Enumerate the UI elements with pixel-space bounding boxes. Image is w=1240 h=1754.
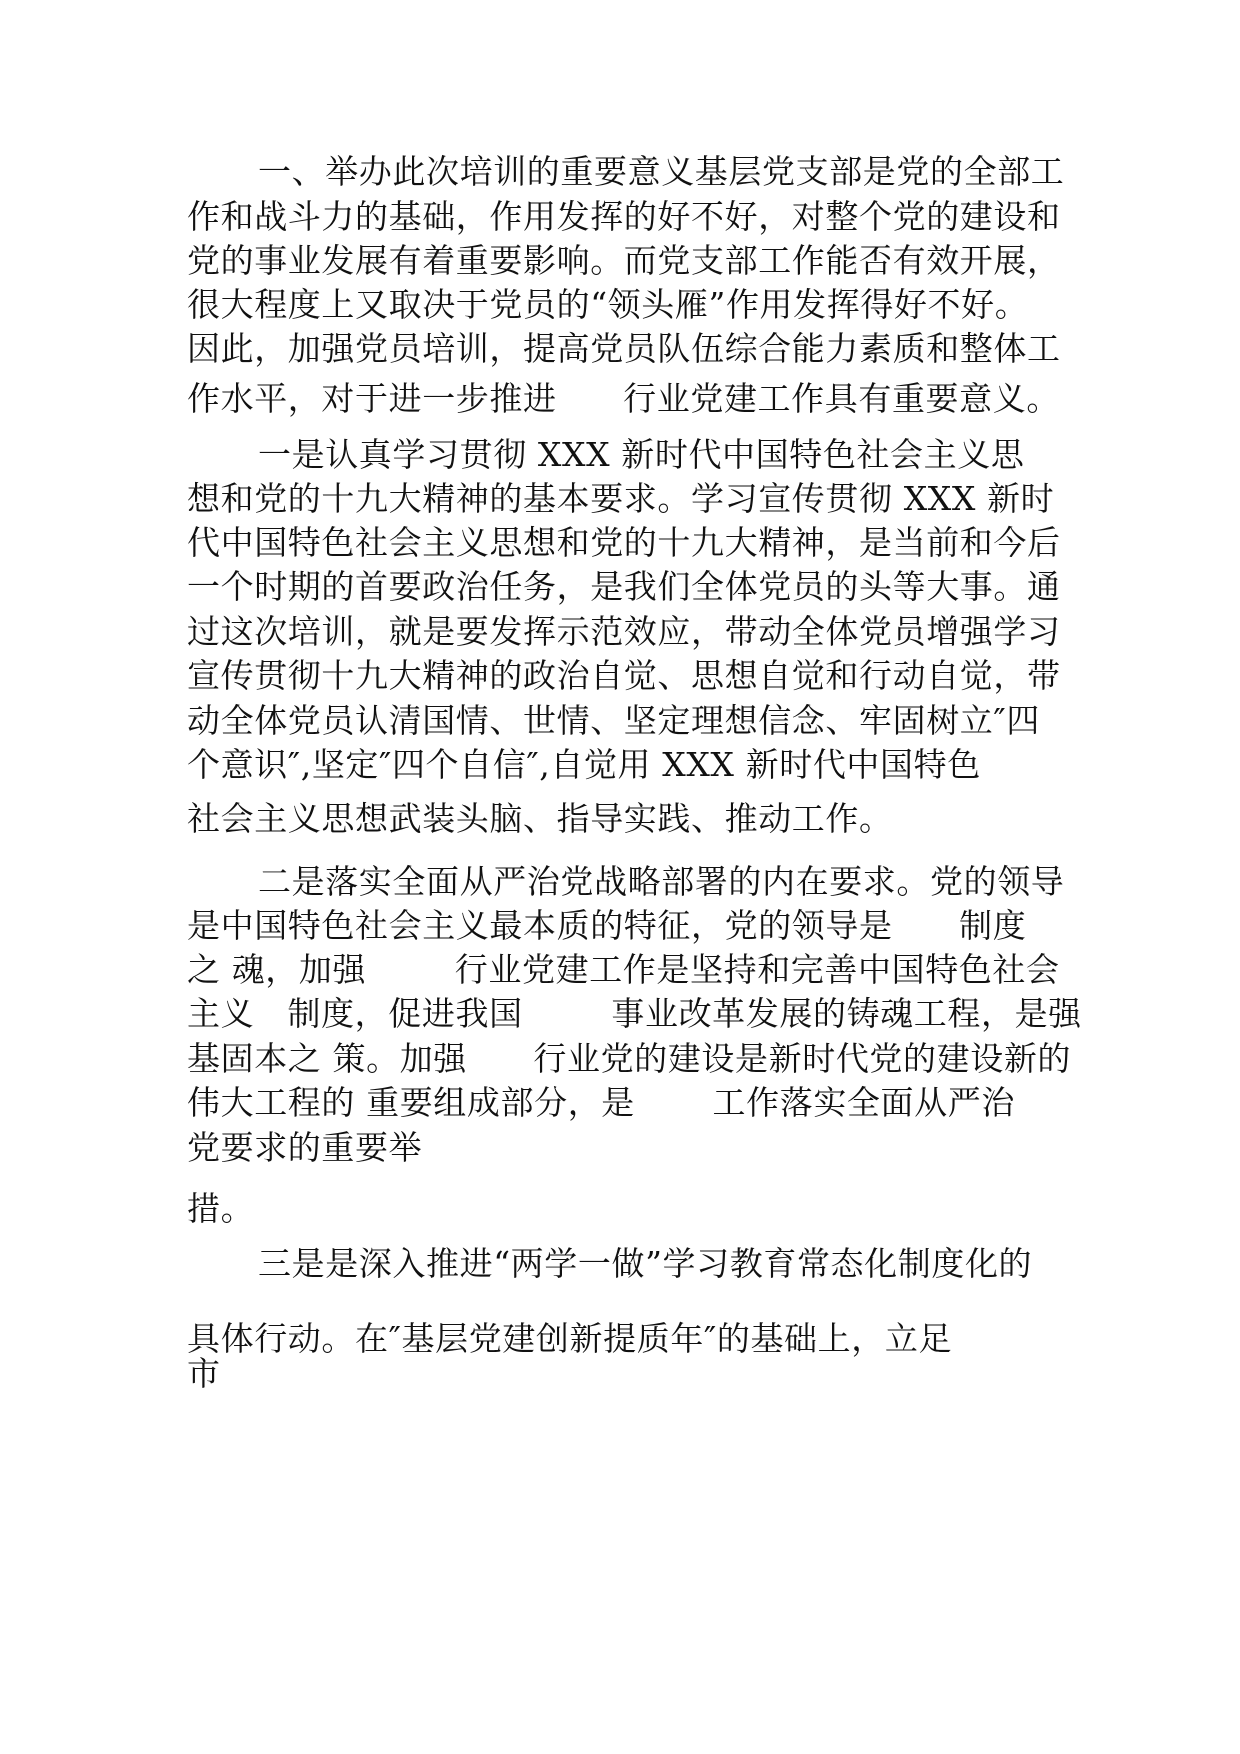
text-line-23: 措。 — [187, 1189, 255, 1228]
text-line-18: 之 魂，加强 行业党建工作是坚持和完善中国特色社会 — [187, 950, 1060, 989]
text-line-1: 一、举办此次培训的重要意义基层党支部是党的全部工 — [258, 152, 1065, 191]
text-line-25: 具体行动。在″基层党建创新提质年″的基础上，立足 — [187, 1319, 953, 1358]
text-line-21: 伟大工程的 重要组成部分，是 工作落实全面从严治 — [187, 1083, 1015, 1122]
text-line-3: 党的事业发展有着重要影响。而党支部工作能否有效开展， — [187, 241, 1061, 280]
text-line-14: 个意识″,坚定″四个自信″,自觉用 XXX 新时代中国特色 — [187, 745, 981, 784]
text-line-4: 很大程度上又取决于党员的“领头雁”作用发挥得好不好。 — [187, 285, 1029, 324]
text-line-11: 过这次培训，就是要发挥示范效应，带动全体党员增强学习 — [187, 612, 1061, 651]
text-line-17: 是中国特色社会主义最本质的特征，党的领导是 制度 — [187, 906, 1027, 945]
text-line-7: 一是认真学习贯彻 XXX 新时代中国特色社会主义思 — [258, 435, 1025, 474]
text-line-19: 主义 制度，促进我国 事业改革发展的铸魂工程，是强 — [187, 994, 1082, 1033]
text-line-12: 宣传贯彻十九大精神的政治自觉、思想自觉和行动自觉，带 — [187, 656, 1061, 695]
text-line-20: 基固本之 策。加强 行业党的建设是新时代党的建设新的 — [187, 1039, 1072, 1078]
text-line-9: 代中国特色社会主义思想和党的十九大精神，是当前和今后 — [187, 523, 1061, 562]
text-line-16: 二是落实全面从严治党战略部署的内在要求。党的领导 — [258, 862, 1065, 901]
text-line-10: 一个时期的首要政治任务，是我们全体党员的头等大事。通 — [187, 567, 1061, 606]
text-line-15: 社会主义思想武装头脑、指导实践、推动工作。 — [187, 799, 893, 838]
text-line-6: 作水平，对于进一步推进 行业党建工作具有重要意义。 — [187, 379, 1060, 418]
text-line-5: 因此，加强党员培训，提高党员队伍综合能力素质和整体工 — [187, 329, 1061, 368]
text-line-26: 市 — [187, 1354, 221, 1393]
text-line-2: 作和战斗力的基础，作用发挥的好不好，对整个党的建设和 — [187, 197, 1061, 236]
text-line-8: 想和党的十九大精神的基本要求。学习宣传贯彻 XXX 新时 — [187, 479, 1055, 518]
text-line-13: 动全体党员认清国情、世情、坚定理想信念、牢固树立″四 — [187, 701, 1040, 740]
text-line-24: 三是是深入推进“两学一做”学习教育常态化制度化的 — [258, 1244, 1033, 1283]
text-line-22: 党要求的重要举 — [187, 1128, 423, 1167]
